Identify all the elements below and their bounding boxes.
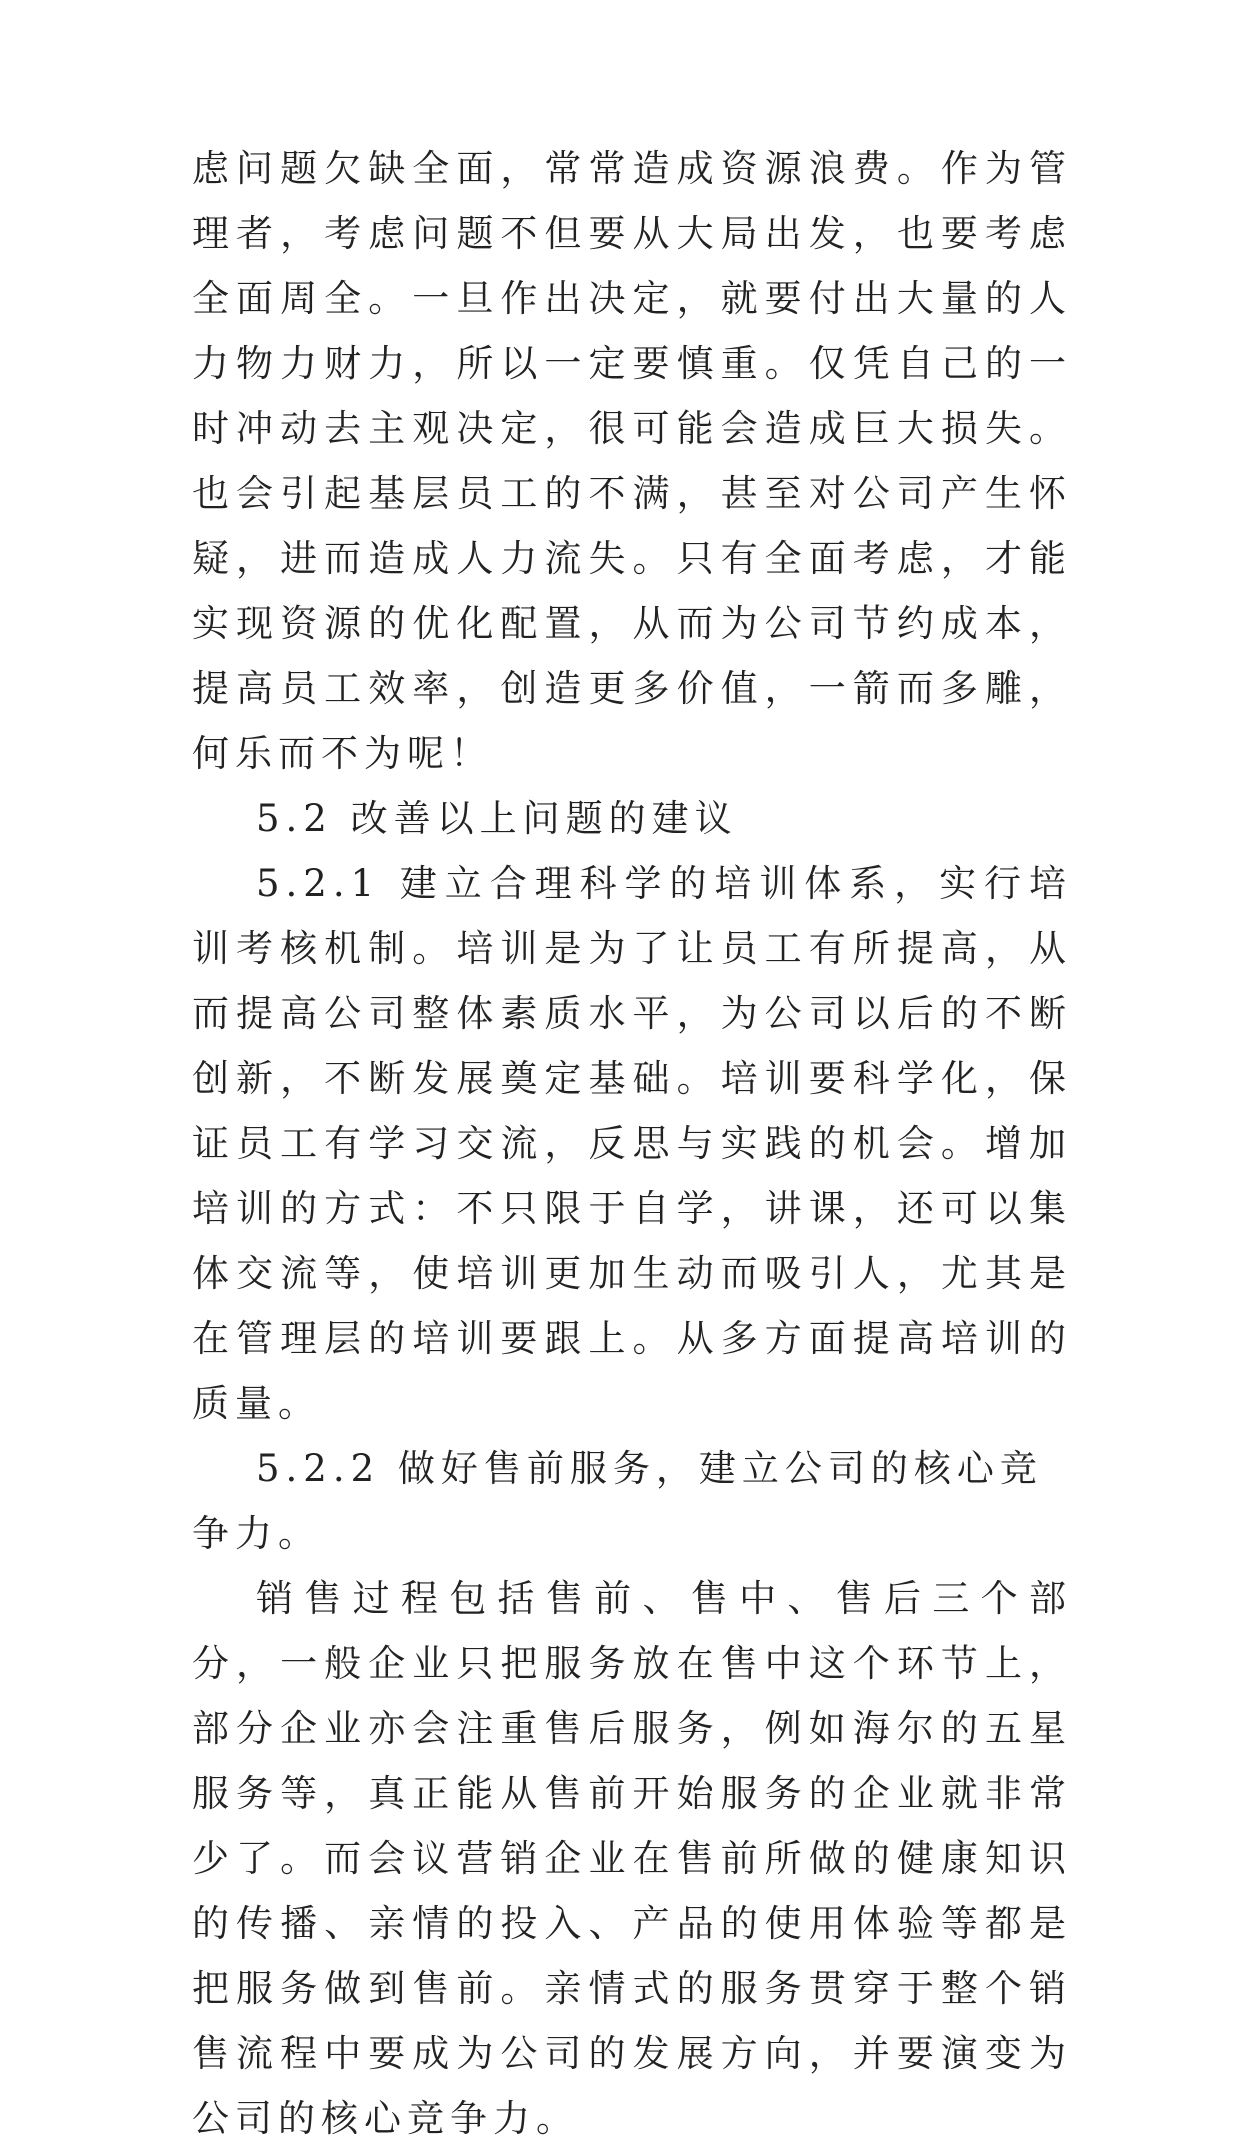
- document-page: [192, 136, 1072, 2151]
- body-paragraph-sales-process: 销售过程包括售前、售中、售后三个部分，一般企业只把服务放在售中这个环节上，部分企业亦会注重售后服务，例如海尔的五星服务等，真正能从售前开始服务的企业就非常少了。而会议营销企业在售前所做的健康知识的传播、亲情的投入、产品的使用体验等都是把服务做到售前。亲情式的服务贯穿于整个销售流程中要成为公司的发展方向，并要演变为公司的核心竞争力。: [192, 1577, 1072, 2140]
- section-heading-5-2: 5.2 改善以上问题的建议: [256, 797, 738, 840]
- section-heading-5-2-2: 5.2.2 做好售前服务，建立公司的核心竞争力。: [192, 1447, 1043, 1555]
- body-paragraph-1: 虑问题欠缺全面，常常造成资源浪费。作为管理者，考虑问题不但要从大局出发，也要考虑全面周全。一旦作出决定，就要付出大量的人力物力财力，所以一定要慎重。仅凭自己的一时冲动去主观决定，很可能会造成巨大损失。也会引起基层员工的不满，甚至对公司产生怀疑，进而造成人力流失。只有全面考虑，才能实现资源的优化配置，从而为公司节约成本，提高员工效率，创造更多价值，一箭而多雕，何乐而不为呢！: [192, 147, 1072, 775]
- body-paragraph-5-2-1: 5.2.1 建立合理科学的培训体系，实行培训考核机制。培训是为了让员工有所提高，从而提高公司整体素质水平，为公司以后的不断创新，不断发展奠定基础。培训要科学化，保证员工有学习交流，反思与实践的机会。增加培训的方式：不只限于自学，讲课，还可以集体交流等，使培训更加生动而吸引人，尤其是在管理层的培训要跟上。从多方面提高培训的质量。: [192, 862, 1072, 1425]
